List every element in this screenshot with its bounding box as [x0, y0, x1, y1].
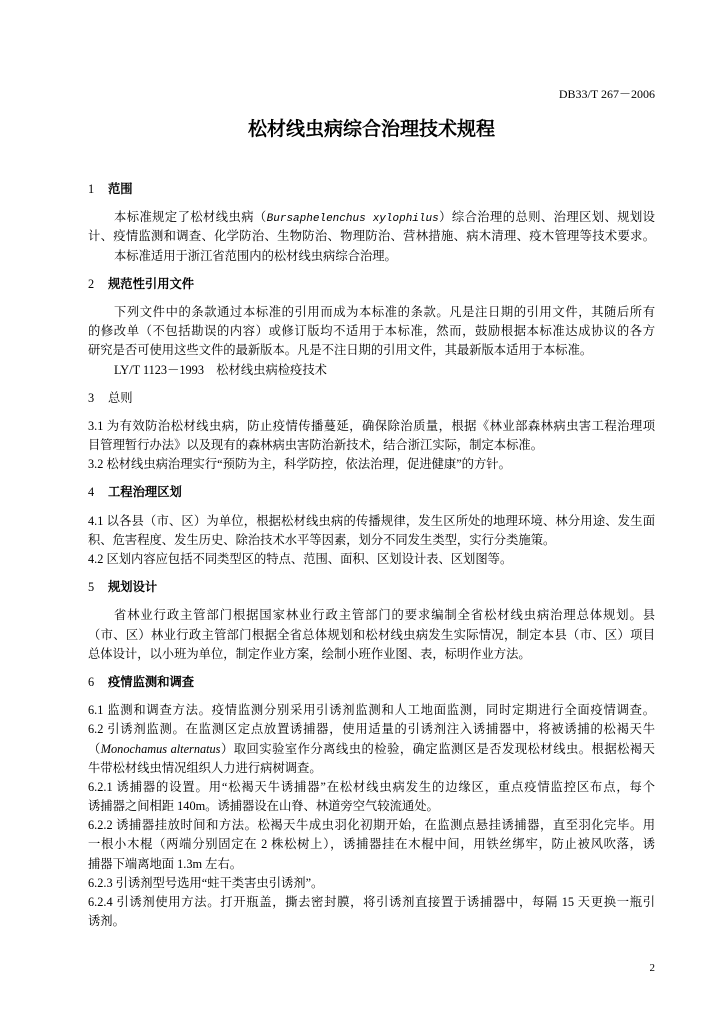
text-line: 诱剂。 — [88, 914, 125, 929]
text-line: 6.1 监测和调查方法。疫情监测分别采用引诱剂监测和人工地面监测，同时定期进行全面疫情调查。 — [88, 703, 655, 718]
text-line: 6.2.3 引诱剂型号选用“蛀干类害虫引诱剂”。 — [88, 875, 324, 890]
text-line: 牛带松材线虫情况组织人力进行病树调查。 — [88, 760, 322, 775]
document-title: 松材线虫病综合治理技术规程 — [247, 119, 495, 140]
reference-standard-line: LY/T 1123－1993 松材线虫病检疫技术 — [114, 362, 327, 377]
section-heading — [88, 578, 655, 597]
section-heading — [88, 673, 655, 692]
text-line: 总体设计，以小班为单位，制定作业方案，绘制小班作业图、表，标明作业方法。 — [88, 646, 531, 661]
species-name-italic: Monochamus alternatus — [100, 741, 221, 756]
text-line: 4.1 以各县（市、区）为单位，根据松材线虫病的传播规律，发生区所处的地理环境、林分用途、发生面 — [88, 513, 655, 528]
text-line: 诱捕器之间相距 140m。诱捕器设在山脊、林道旁空气较流通处。 — [88, 799, 439, 814]
text-line: 积、危害程度、发生历史、除治技术水平等因素，划分不同发生类型，实行分类施策。 — [88, 532, 556, 547]
section-title: 工程治理区划 — [108, 485, 182, 500]
section-number: 3 — [88, 390, 95, 405]
section-title: 规范性引用文件 — [108, 276, 195, 291]
text-line: 一根小木棍（两端分别固定在 2 株松树上），诱捕器挂在木棍中间，用铁丝绑牢，防止被风吹落，诱 — [88, 837, 655, 852]
document-body — [88, 180, 655, 931]
section-title: 疫情监测和调查 — [108, 674, 195, 689]
text-line — [88, 740, 655, 759]
section-title: 范围 — [108, 182, 133, 196]
section-number: 4 — [88, 485, 95, 500]
text-line: 6.2.4 引诱剂使用方法。打开瓶盖，撕去密封膜，将引诱剂直接置于诱捕器中，每隔 15 天更换一瓶引 — [88, 895, 655, 909]
section-heading — [88, 483, 655, 502]
standard-code: DB33/T 267－2006 — [558, 87, 655, 101]
text-line — [88, 208, 655, 227]
section-heading — [88, 275, 655, 294]
text-line: （市、区）林业行政主管部门根据全省总体规划和松材线虫病发生实际情况，制定本县（市、区）项目 — [88, 627, 655, 642]
section-title: 规划设计 — [108, 580, 158, 595]
text-line: 6.2 引诱剂监测。在监测区定点放置诱捕器，使用适量的引诱剂注入诱捕器中，将被诱捕的松褐天牛 — [88, 722, 655, 737]
text-segment: 本标准规定了松材线虫病（ — [114, 210, 267, 225]
text-line: 4.2 区划内容应包括不同类型区的特点、范围、面积、区划设计表、区划图等。 — [88, 552, 513, 566]
text-line: 本标准适用于浙江省范围内的松材线虫病综合治理。 — [114, 248, 397, 263]
text-segment: （ — [88, 741, 101, 756]
text-line: 下列文件中的条款通过本标准的引用而成为本标准的条款。凡是注日期的引用文件，其随后所有 — [114, 304, 655, 319]
text-segment: ）综合治理的总则、治理区划、规划设 — [438, 210, 655, 225]
text-line: 捕器下端离地面 1.3m 左右。 — [88, 856, 243, 871]
text-line: 3.2 松材线虫病治理实行“预防为主，科学防控，依法治理，促进健康”的方针。 — [88, 457, 511, 472]
text-line: 计、疫情监测和调查、化学防治、生物防治、物理防治、营林措施、病木清理、疫木管理等技术要求。 — [88, 229, 655, 244]
section-number: 6 — [88, 674, 95, 689]
section-number: 2 — [88, 276, 95, 291]
text-line: 3.1 为有效防治松材线虫病，防止疫情传播蔓延，确保除治质量，根据《林业部森林病虫害工程治理项 — [88, 418, 655, 433]
species-name-italic: Bursaphelenchus xylophilus — [266, 213, 439, 226]
section-number: 5 — [88, 580, 95, 595]
page-number: 2 — [649, 962, 655, 974]
text-line: 的修改单（不包括勘误的内容）或修订版均不适用于本标准，然而，鼓励根据本标准达成协议的各方 — [88, 324, 655, 339]
text-line: 6.2.2 诱捕器挂放时间和方法。松褐天牛成虫羽化初期开始，在监测点悬挂诱捕器，直至羽化完毕。用 — [88, 818, 655, 833]
text-line: 省林业行政主管部门根据国家林业行政主管部门的要求编制全省松材线虫病治理总体规划。县 — [114, 608, 655, 623]
text-line: 目管理暂行办法》以及现有的森林病虫害防治新技术，结合浙江实际，制定本标准。 — [88, 438, 543, 453]
text-segment: ）取回实验室作分离线虫的检验，确定监测区是否发现松材线虫。根据松褐天 — [220, 741, 655, 756]
text-line: 研究是否可使用这些文件的最新版本。凡是不注日期的引用文件，其最新版本适用于本标准。 — [88, 343, 593, 358]
section-heading — [88, 389, 655, 408]
text-line: 6.2.1 诱捕器的设置。用“松褐天牛诱捕器”在松材线虫病发生的边缘区，重点疫情监控区布点，每个 — [88, 779, 655, 794]
section-title: 总则 — [108, 390, 133, 405]
section-number: 1 — [88, 182, 95, 196]
section-heading — [88, 180, 655, 199]
